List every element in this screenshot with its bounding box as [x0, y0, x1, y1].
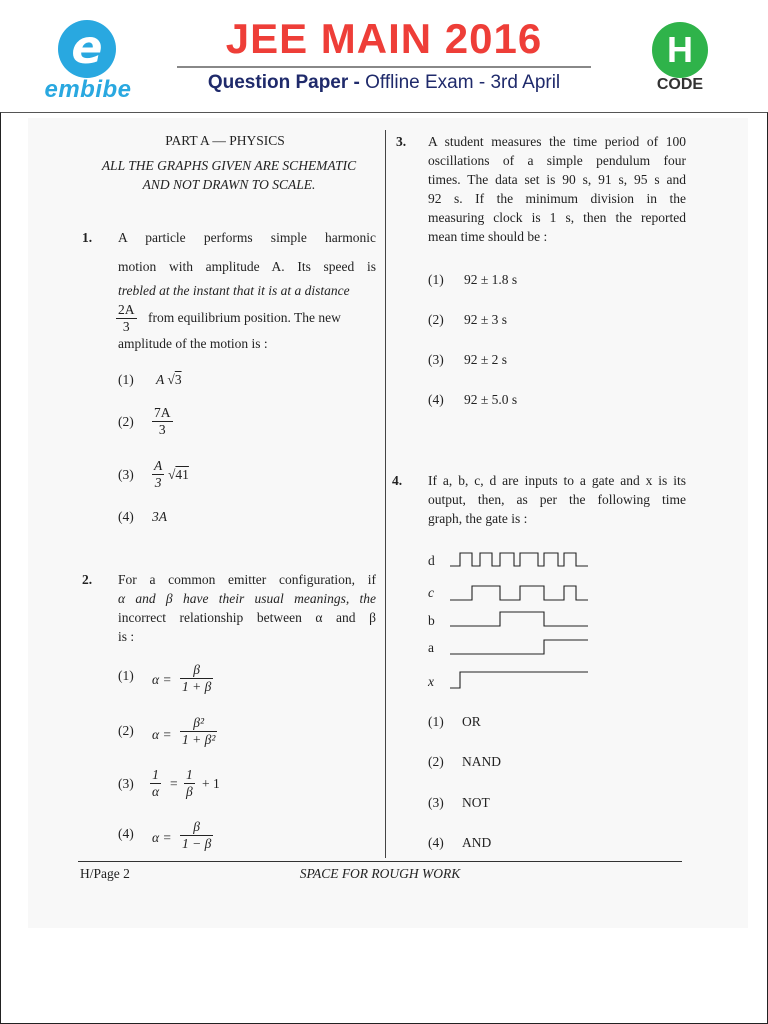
- sqrt-icon: √: [167, 372, 175, 387]
- q4-opt2: NAND: [462, 754, 501, 769]
- q3-opt2-label: (2): [428, 312, 444, 327]
- q1-number: 1.: [82, 230, 93, 245]
- q3-line1: A student measures the time period of 100: [428, 134, 686, 149]
- waveform-c: [450, 586, 588, 600]
- q1-line2: motion with amplitude A. Its speed is: [118, 259, 376, 274]
- q4-opt1: OR: [462, 714, 481, 729]
- waveform-x: [450, 672, 588, 688]
- q1-opt4: 3A: [152, 509, 167, 524]
- q2-opt2-label: (2): [118, 723, 134, 738]
- q2-number: 2.: [82, 572, 93, 587]
- signal-label-x: x: [428, 674, 434, 689]
- footer-rule: [78, 861, 682, 862]
- page-header: [0, 0, 768, 112]
- q2-line4: is :: [118, 629, 135, 644]
- q2-opt3-num: 1: [186, 767, 193, 782]
- q1-opt3-frac: [152, 458, 164, 491]
- q2-opt4-den: 1 − β: [182, 836, 212, 851]
- title-divider: [177, 66, 591, 68]
- q2-opt1-num: β: [180, 662, 213, 679]
- q1-opt2-label: (2): [118, 414, 134, 429]
- q3-line4: 92 s. If the minimum division in the: [428, 191, 686, 206]
- q2-opt4-label: (4): [118, 826, 134, 841]
- q1-line5: amplitude of the motion is :: [118, 336, 268, 351]
- q3-opt4-label: (4): [428, 392, 444, 407]
- q1-opt4-label: (4): [118, 509, 134, 524]
- q1-opt1: [156, 371, 182, 389]
- q1-opt3-num: A: [154, 458, 163, 473]
- signal-label-b: b: [428, 613, 435, 628]
- q1-opt3-den: 3: [154, 475, 162, 490]
- q2-opt3-rest: + 1: [202, 776, 220, 791]
- q4-line3: graph, the gate is :: [428, 511, 528, 526]
- q2-opt3-lhs-frac: [150, 767, 161, 800]
- waveform-b: [450, 612, 588, 626]
- q4-line1: If a, b, c, d are inputs to a gate and x is its: [428, 473, 686, 488]
- q4-number: 4.: [392, 473, 403, 488]
- waveform-d: [450, 553, 588, 566]
- q1-opt1-a: A: [156, 372, 165, 387]
- q2-opt3-eq: =: [170, 776, 178, 791]
- q1-opt3-rad: 41: [175, 467, 189, 482]
- q2-opt3-lhs-num: 1: [150, 767, 161, 784]
- q2-opt1-frac: [180, 662, 213, 695]
- q3-line6: mean time should be :: [428, 229, 548, 244]
- q2-opt3-lhs-den: α: [152, 784, 160, 799]
- q1-opt2-den: 3: [158, 422, 166, 437]
- q1-opt3-root: [168, 466, 189, 484]
- q1-opt2-num: 7A: [154, 405, 171, 420]
- exam-title: JEE MAIN 2016: [225, 15, 543, 62]
- q4-opt4-label: (4): [428, 835, 444, 850]
- q4-line2: output, then, as per the following time: [428, 492, 686, 507]
- part-title: PART A — PHYSICS: [165, 133, 285, 148]
- page-number: H/Page 2: [80, 866, 130, 881]
- q3-opt3: 92 ± 2 s: [464, 352, 508, 367]
- q2-opt3-frac: [184, 767, 195, 800]
- q2-opt4-frac: [180, 819, 213, 852]
- q2-opt1-label: (1): [118, 668, 134, 683]
- q3-line3: times. The data set is 90 s, 91 s, 95 s and: [428, 172, 686, 187]
- exam-subtitle: [160, 71, 608, 95]
- q4-opt4: AND: [462, 835, 492, 850]
- column-divider: [385, 130, 386, 858]
- q1-opt3-label: (3): [118, 467, 134, 482]
- q2-opt2-frac: [180, 715, 217, 748]
- q2-opt2-lhs: α =: [152, 727, 172, 742]
- q3-line2: oscillations of a simple pendulum four: [428, 153, 686, 168]
- q2-opt2-den: 1 + β²: [182, 732, 216, 747]
- q1-fraction: [116, 302, 137, 335]
- signal-label-a: a: [428, 640, 434, 655]
- graph-note-line1: ALL THE GRAPHS GIVEN ARE SCHEMATIC: [101, 158, 357, 173]
- sqrt-icon: √: [168, 467, 176, 482]
- q4-opt3-label: (3): [428, 795, 444, 810]
- embibe-wordmark: embibe: [44, 76, 132, 103]
- subtitle-bold: Question Paper -: [207, 72, 360, 93]
- rough-work-label: SPACE FOR ROUGH WORK: [299, 866, 461, 881]
- q2-line1: For a common emitter configuration, if: [118, 572, 376, 587]
- q3-opt1-label: (1): [428, 272, 444, 287]
- q1-opt1-label: (1): [118, 372, 134, 387]
- q4-opt1-label: (1): [428, 714, 444, 729]
- q1-opt2: [152, 405, 173, 438]
- q3-line5: measuring clock is 1 s, then the reported: [428, 210, 686, 225]
- q2-opt1-den: 1 + β: [182, 679, 212, 694]
- q2-line3: incorrect relationship between α and β: [118, 610, 376, 625]
- embibe-logo-icon: e: [58, 20, 116, 78]
- graph-note-line2: AND NOT DRAWN TO SCALE.: [142, 177, 316, 192]
- q1-line3: trebled at the instant that it is at a distance: [118, 283, 350, 298]
- q3-opt2: 92 ± 3 s: [464, 312, 508, 327]
- q1-line4: from equilibrium position. The new: [148, 310, 341, 325]
- q1-opt1-rad: 3: [174, 372, 182, 387]
- subtitle-rest: Offline Exam - 3rd April: [359, 72, 561, 93]
- q3-number: 3.: [396, 134, 407, 149]
- q3-opt4: 92 ± 5.0 s: [464, 392, 518, 407]
- q2-opt4-lhs: α =: [152, 830, 172, 845]
- paper-code-label: CODE: [656, 76, 704, 93]
- q2-opt1-lhs: α =: [152, 672, 172, 687]
- timing-diagram: [446, 544, 596, 694]
- q2-line2: α and β have their usual meanings, the: [118, 591, 376, 606]
- q3-opt3-label: (3): [428, 352, 444, 367]
- paper-code-badge: H: [652, 22, 708, 78]
- waveform-a: [450, 640, 588, 654]
- q1-frac-num: 2A: [118, 302, 135, 317]
- q2-opt3-label: (3): [118, 776, 134, 791]
- q2-opt3-den: β: [186, 784, 193, 799]
- signal-label-d: d: [428, 553, 435, 568]
- q3-opt1: 92 ± 1.8 s: [464, 272, 518, 287]
- q2-opt2-num: β²: [180, 715, 217, 732]
- q1-frac-den: 3: [122, 319, 130, 334]
- q4-opt2-label: (2): [428, 754, 444, 769]
- q2-opt4-num: β: [180, 819, 213, 836]
- q4-opt3: NOT: [462, 795, 490, 810]
- signal-label-c: c: [428, 585, 434, 600]
- q1-line1: A particle performs simple harmonic: [118, 230, 376, 245]
